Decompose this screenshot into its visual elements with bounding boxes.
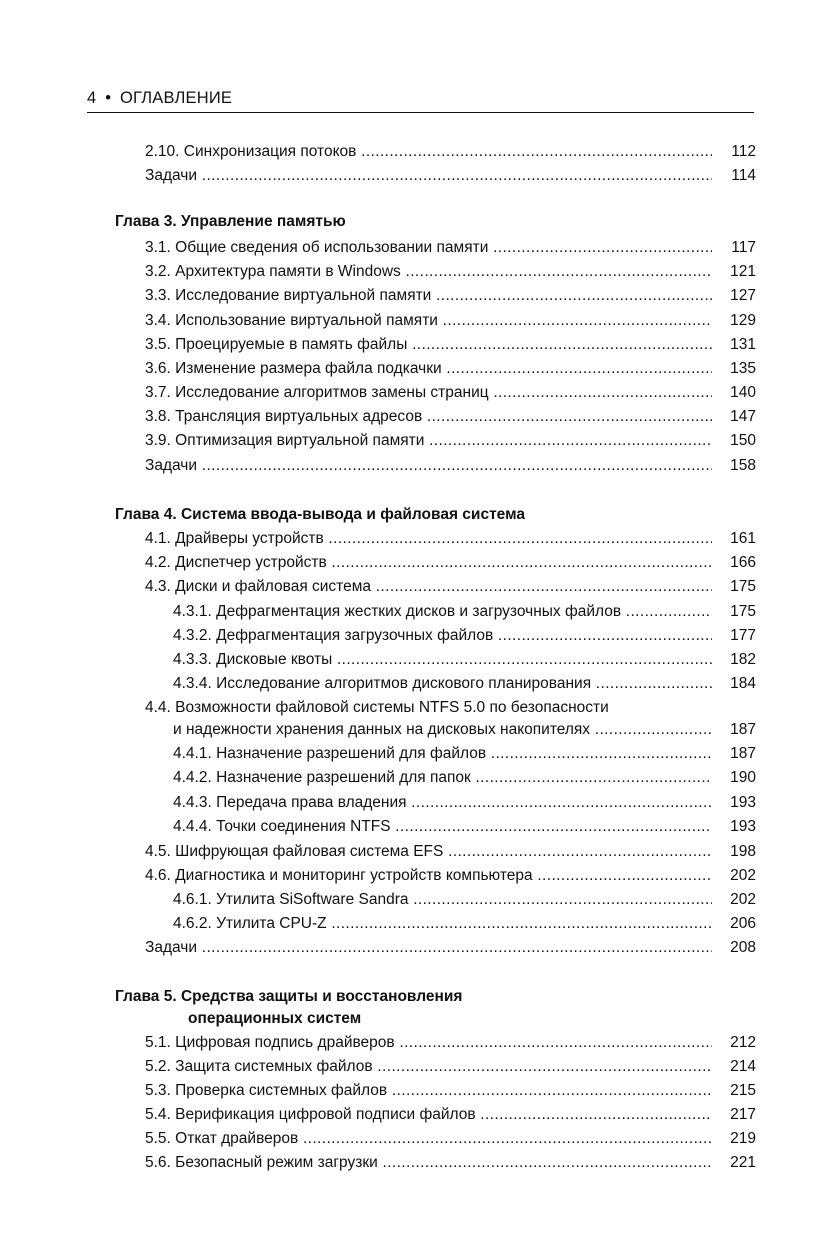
header-page-number: 4	[87, 89, 97, 107]
toc-entry	[0, 1103, 840, 1127]
toc-entry	[0, 1031, 840, 1055]
toc-entry-first-line: 4.4. Возможности файловой системы NTFS 5.0 по безопасности	[145, 699, 609, 716]
toc-entry-page: 208	[730, 939, 756, 956]
toc-entry-page: 150	[730, 432, 756, 449]
toc-subentry	[0, 624, 840, 648]
toc-entry-title: 4.3.1. Дефрагментация жестких дисков и загрузочных файлов .....	[173, 600, 712, 624]
toc-entry	[0, 284, 840, 308]
toc-subentry	[0, 672, 840, 696]
toc-entry-title: 5.1. Цифровая подпись драйверов .....	[145, 1031, 712, 1055]
toc-subentry	[0, 648, 840, 672]
toc-entry-title: 3.7. Исследование алгоритмов замены страниц .....	[145, 381, 712, 405]
toc-entry-page: 112	[731, 143, 756, 160]
toc-entry	[0, 1127, 840, 1151]
chapter-title: Глава 3. Управление памятью	[115, 213, 346, 230]
toc-entry-title: 5.4. Верификация цифровой подписи файлов .....	[145, 1103, 712, 1127]
toc-entry-page: 190	[730, 769, 756, 786]
toc-entry-title: 4.3.4. Исследование алгоритмов дискового планирования .....	[173, 672, 712, 696]
toc-entry	[0, 454, 840, 478]
toc-entry-title: 4.6.1. Утилита SiSoftware Sandra .....	[173, 888, 712, 912]
toc-entry-page: 117	[731, 239, 756, 256]
toc-entry	[0, 236, 840, 260]
toc-entry-title: 4.3. Диски и файловая система .....	[145, 575, 712, 599]
toc-entry-title: 3.6. Изменение размера файла подкачки .....	[145, 357, 712, 381]
toc-entry-title: 3.1. Общие сведения об использовании памяти .....	[145, 236, 712, 260]
toc-entry-title: 4.4.2. Назначение разрешений для папок .....	[173, 766, 712, 790]
toc-entry-page: 193	[730, 794, 756, 811]
toc-entry	[0, 840, 840, 864]
toc-entry	[0, 140, 840, 164]
toc-entry	[0, 429, 840, 453]
toc-subentry	[0, 912, 840, 936]
chapter-heading	[115, 504, 755, 526]
toc-entry	[0, 260, 840, 284]
toc-subentry	[0, 791, 840, 815]
toc-entry-page: 127	[730, 287, 756, 304]
toc-subentry	[0, 600, 840, 624]
toc-entry-page: 193	[730, 818, 756, 835]
toc-entry-title: 3.9. Оптимизация виртуальной памяти .....	[145, 429, 712, 453]
toc-entry	[0, 1055, 840, 1079]
toc-entry-page: 121	[730, 263, 756, 280]
toc-entry	[0, 164, 840, 188]
toc-entry-page: 219	[730, 1130, 756, 1147]
toc-entry-title: 2.10. Синхронизация потоков .....	[145, 140, 712, 164]
toc-entry-title: 3.3. Исследование виртуальной памяти .....	[145, 284, 712, 308]
toc-entry-page: 175	[730, 578, 756, 595]
toc-entry-page: 161	[730, 530, 756, 547]
toc-entry-title: 4.6.2. Утилита CPU-Z .....	[173, 912, 712, 936]
chapter-heading	[115, 211, 755, 233]
toc-entry-page: 131	[730, 336, 756, 353]
toc-entry-title: 3.2. Архитектура памяти в Windows .....	[145, 260, 712, 284]
toc-entry-page: 135	[730, 360, 756, 377]
toc-entry	[0, 575, 840, 599]
toc-entry-page: 158	[730, 457, 756, 474]
toc-entry-page: 187	[730, 721, 756, 738]
toc-entry-page: 182	[730, 651, 756, 668]
toc-entry	[0, 936, 840, 960]
toc-entry-title: Задачи .....	[145, 454, 712, 478]
toc-entry-page: 129	[730, 312, 756, 329]
toc-entry-title: 4.6. Диагностика и мониторинг устройств компьютера .....	[145, 864, 712, 888]
toc-entry-page: 184	[730, 675, 756, 692]
toc-entry-title: Задачи .....	[145, 164, 712, 188]
toc-entry-page: 212	[730, 1034, 756, 1051]
toc-subentry	[0, 742, 840, 766]
toc-entry-title: Задачи .....	[145, 936, 712, 960]
toc-entry-title: и надежности хранения данных на дисковых накопителях .....	[173, 718, 712, 742]
toc-entry-title: 4.4.1. Назначение разрешений для файлов .....	[173, 742, 712, 766]
toc-entry-page: 206	[730, 915, 756, 932]
chapter-heading	[115, 986, 755, 1030]
toc-entry	[0, 381, 840, 405]
toc-entry-page: 166	[730, 554, 756, 571]
toc-entry-title: 5.3. Проверка системных файлов .....	[145, 1079, 712, 1103]
toc-entry-page: 215	[730, 1082, 756, 1099]
toc-entry	[0, 1079, 840, 1103]
chapter-title-line2: операционных систем	[188, 1010, 362, 1027]
toc-entry	[0, 551, 840, 575]
toc-entry	[0, 357, 840, 381]
toc-entry-title: 4.5. Шифрующая файловая система EFS .....	[145, 840, 712, 864]
toc-entry-title: 4.4.4. Точки соединения NTFS .....	[173, 815, 712, 839]
toc-entry	[0, 405, 840, 429]
toc-entry-page: 114	[731, 167, 756, 184]
toc-entry-continuation	[0, 718, 840, 742]
toc-subentry	[0, 766, 840, 790]
toc-entry	[0, 1151, 840, 1175]
toc-entry-title: 5.5. Откат драйверов .....	[145, 1127, 712, 1151]
toc-entry-title: 3.4. Использование виртуальной памяти .....	[145, 309, 712, 333]
toc-entry-page: 198	[730, 843, 756, 860]
header-section-title: ОГЛАВЛЕНИЕ	[119, 89, 233, 107]
toc-entry-title: 4.4.3. Передача права владения .....	[173, 791, 712, 815]
toc-entry-title: 4.3.3. Дисковые квоты .....	[173, 648, 712, 672]
toc-entry-title: 3.5. Проецируемые в память файлы .....	[145, 333, 712, 357]
toc-entry-title: 5.2. Защита системных файлов .....	[145, 1055, 712, 1079]
toc-subentry	[0, 888, 840, 912]
toc-entry-page: 187	[730, 745, 756, 762]
toc-entry-title: 4.2. Диспетчер устройств .....	[145, 551, 712, 575]
toc-entry-page: 140	[730, 384, 756, 401]
toc-entry	[0, 333, 840, 357]
toc-entry-page: 217	[730, 1106, 756, 1123]
toc-entry-page: 147	[730, 408, 756, 425]
toc-entry	[0, 864, 840, 888]
toc-entry-title: 4.3.2. Дефрагментация загрузочных файлов .....	[173, 624, 712, 648]
header-bullet: •	[105, 89, 112, 107]
toc-entry-page: 202	[730, 867, 756, 884]
toc-entry-title: 3.8. Трансляция виртуальных адресов .....	[145, 405, 712, 429]
toc-entry-page: 221	[730, 1154, 756, 1171]
toc-entry-title: 5.6. Безопасный режим загрузки .....	[145, 1151, 712, 1175]
toc-entry-page: 177	[730, 627, 756, 644]
toc-entry-page: 202	[730, 891, 756, 908]
toc-entry	[0, 309, 840, 333]
toc-subentry	[0, 815, 840, 839]
toc-entry-page: 214	[730, 1058, 756, 1075]
chapter-title: Глава 4. Система ввода-вывода и файловая система	[115, 506, 525, 523]
toc-entry	[0, 527, 840, 551]
toc-entry-page: 175	[730, 603, 756, 620]
chapter-title-line1: Глава 5. Средства защиты и восстановления	[115, 988, 463, 1005]
toc-entry-title: 4.1. Драйверы устройств .....	[145, 527, 712, 551]
